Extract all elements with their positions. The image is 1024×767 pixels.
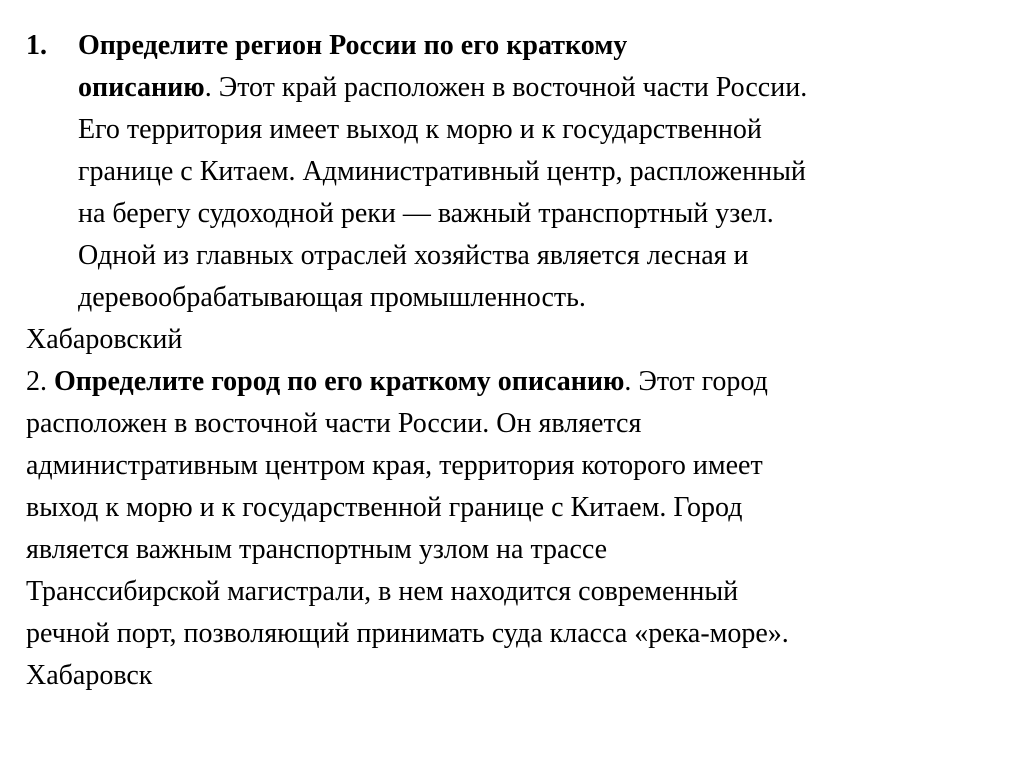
question-2-title: Определите город по его краткому описанию bbox=[54, 366, 625, 397]
question-1-title-part: Определите регион России по его краткому bbox=[78, 30, 628, 61]
question-1-title-part: описанию bbox=[78, 72, 205, 103]
question-1-line bbox=[78, 25, 1010, 67]
question-2-line: расположен в восточной части России. Он является bbox=[26, 408, 642, 439]
answer-2: Хабаровск bbox=[26, 660, 153, 691]
question-2-line bbox=[26, 361, 1010, 403]
question-2-line-text: . Этот город bbox=[624, 366, 768, 397]
question-1-line bbox=[78, 151, 1010, 193]
question-1 bbox=[26, 25, 1010, 319]
question-2-line: является важным транспортным узлом на трассе bbox=[26, 534, 608, 565]
document-page bbox=[26, 25, 1010, 697]
question-1-line-text: границе с Китаем. Административный центр, распложенный bbox=[78, 156, 806, 187]
question-1-line-text: деревообрабатывающая промышленность. bbox=[78, 282, 586, 313]
question-1-text bbox=[78, 25, 1010, 319]
question-2-number: 2. bbox=[26, 366, 54, 397]
question-2-line: административным центром края, территория которого имеет bbox=[26, 450, 763, 481]
question-1-line-text: . Этот край расположен в восточной части России. bbox=[204, 72, 808, 103]
question-1-line bbox=[78, 235, 1010, 277]
question-2 bbox=[26, 361, 1010, 655]
question-1-line-text: Одной из главных отраслей хозяйства является лесная и bbox=[78, 240, 749, 271]
question-2-line: Транссибирской магистрали, в нем находится современный bbox=[26, 576, 739, 607]
answer-1: Хабаровский bbox=[26, 324, 183, 355]
question-1-line bbox=[78, 277, 1010, 319]
question-1-line-text: на берегу судоходной реки — важный транспортный узел. bbox=[78, 198, 774, 229]
question-1-number: 1. bbox=[26, 30, 47, 61]
question-2-line: выход к морю и к государственной границе с Китаем. Город bbox=[26, 492, 743, 523]
question-1-line bbox=[78, 193, 1010, 235]
question-1-line-text: Его территория имеет выход к морю и к государственной bbox=[78, 114, 762, 145]
question-1-line bbox=[78, 109, 1010, 151]
question-2-line: речной порт, позволяющий принимать суда класса «река-море». bbox=[26, 618, 789, 649]
question-1-line bbox=[78, 67, 1010, 109]
